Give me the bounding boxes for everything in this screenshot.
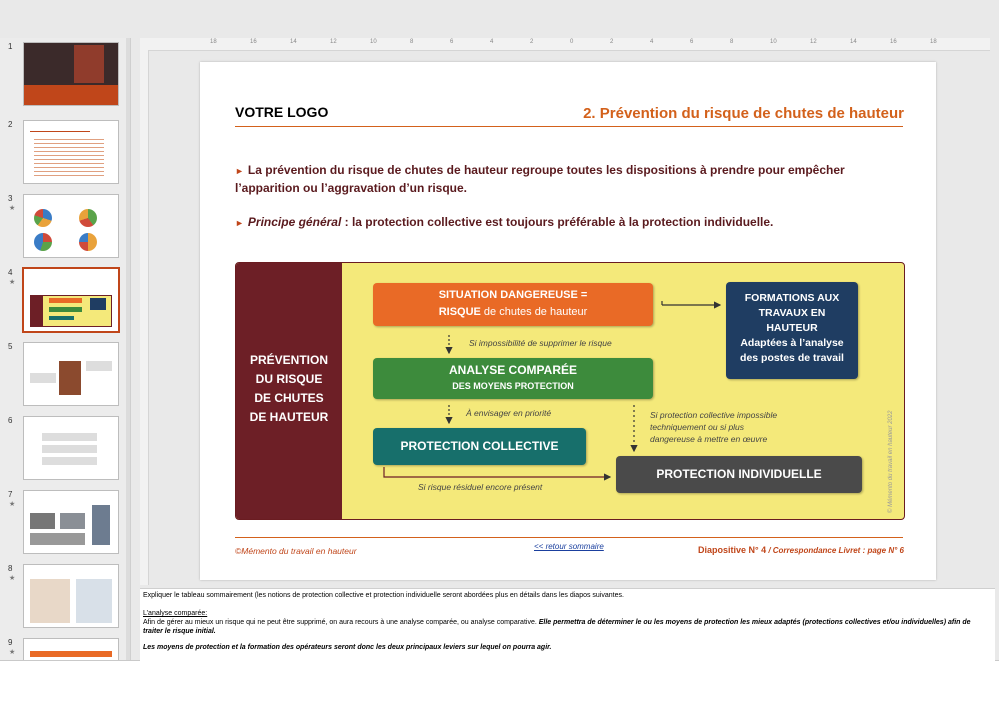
thumbnail-photo bbox=[30, 579, 70, 623]
thumbnail-banner bbox=[24, 85, 118, 105]
thumbnail-photo bbox=[76, 579, 112, 623]
thumbnail-row-1[interactable] bbox=[0, 38, 130, 108]
slide-thumbnail-8[interactable] bbox=[23, 564, 119, 628]
thumbnail-number: 4 bbox=[8, 268, 13, 277]
bullet-1 bbox=[235, 162, 910, 197]
slide-canvas[interactable] bbox=[200, 62, 936, 580]
thumbnail-line bbox=[30, 131, 90, 132]
situation-line-1: SITUATION DANGEREUSE = bbox=[438, 289, 588, 301]
left-title-line: DE CHUTES bbox=[254, 391, 324, 405]
ruler-mark: 10 bbox=[770, 39, 777, 45]
formations-line: HAUTEUR bbox=[766, 322, 818, 334]
thumbnail-list bbox=[34, 136, 104, 176]
ruler-mark: 0 bbox=[570, 39, 574, 45]
slide-thumbnail-9[interactable] bbox=[23, 638, 119, 660]
footer-line bbox=[235, 537, 903, 538]
left-title-line: PRÉVENTION bbox=[249, 353, 328, 367]
slide-thumbnail-2[interactable] bbox=[23, 120, 119, 184]
left-title-line: DE HAUTEUR bbox=[249, 410, 329, 424]
slide-title: 2. Prévention du risque de chutes de hauteur bbox=[583, 105, 904, 122]
ruler-mark: 4 bbox=[490, 39, 494, 45]
thumbnail-number: 2 bbox=[8, 120, 13, 129]
thumbnail-number: 8 bbox=[8, 564, 13, 573]
star-icon: ★ bbox=[9, 205, 16, 212]
footer-credit: ©Mémento du travail en hauteur bbox=[235, 546, 357, 556]
thumbnail-number: 7 bbox=[8, 490, 13, 499]
ruler-mark: 14 bbox=[850, 39, 857, 45]
box-protection-collective: PROTECTION COLLECTIVE bbox=[373, 428, 586, 465]
thumbnail-text-box bbox=[42, 445, 97, 453]
ruler-mark: 18 bbox=[210, 39, 217, 45]
bullet-2 bbox=[235, 214, 773, 232]
thumbnail-pie-chart bbox=[34, 209, 52, 227]
box-protection-individuelle: PROTECTION INDIVIDUELLE bbox=[616, 456, 862, 493]
bullet-arrow-icon: ► bbox=[235, 166, 244, 176]
thumbnail-photo bbox=[30, 513, 55, 529]
situation-line-2 bbox=[373, 304, 653, 321]
thumbnail-photo bbox=[59, 361, 81, 395]
note-si-protection bbox=[650, 409, 806, 445]
thumbnail-box bbox=[90, 298, 106, 310]
note-line: dangereuse à mettre en œuvre bbox=[650, 434, 768, 444]
ruler-mark: 2 bbox=[530, 39, 534, 45]
prevention-diagram bbox=[235, 262, 905, 520]
notes-heading: L’analyse comparée: bbox=[143, 610, 208, 617]
thumbnail-box bbox=[49, 316, 74, 320]
notes-line-3: Les moyens de protection et la formation des opérateurs seront donc les deux principaux leviers sur lequel on pourra agir. bbox=[143, 644, 552, 651]
thumbnail-pie-chart bbox=[79, 209, 97, 227]
star-icon: ★ bbox=[9, 279, 16, 286]
thumbnail-text-box bbox=[42, 433, 97, 441]
bullet-2-text: : la protection collective est toujours préférable à la protection individuelle. bbox=[341, 215, 774, 229]
slide-thumbnail-1[interactable] bbox=[23, 42, 119, 106]
speaker-notes-pane[interactable] bbox=[140, 588, 995, 661]
thumbnail-photo bbox=[92, 505, 110, 545]
thumbnail-number: 6 bbox=[8, 416, 13, 425]
thumbnail-row-4[interactable] bbox=[0, 264, 130, 334]
slide-number: Diapositive N° 4 bbox=[697, 545, 767, 555]
thumbnail-pie-chart bbox=[79, 233, 97, 251]
note-line: Si protection collective impossible bbox=[650, 410, 778, 420]
thumbnail-photo-figure bbox=[74, 45, 104, 83]
slide-thumbnail-5[interactable] bbox=[23, 342, 119, 406]
ruler-mark: 2 bbox=[610, 39, 614, 45]
bullet-arrow-icon: ► bbox=[235, 218, 244, 228]
thumbnail-text-box bbox=[30, 373, 56, 383]
situation-rest: de chutes de hauteur bbox=[480, 306, 588, 318]
formations-line: TRAVAUX EN bbox=[758, 307, 826, 319]
formations-line: des postes de travail bbox=[740, 352, 844, 364]
thumbnail-number: 1 bbox=[8, 42, 13, 51]
vertical-ruler bbox=[140, 50, 149, 585]
note-priorite: À envisager en priorité bbox=[466, 408, 552, 418]
thumbnail-photo bbox=[60, 513, 85, 529]
star-icon: ★ bbox=[9, 501, 16, 508]
thumbnail-row-6[interactable] bbox=[0, 412, 130, 482]
thumbnail-photo bbox=[30, 533, 85, 545]
star-icon: ★ bbox=[9, 575, 16, 582]
notes-line-2-bold: Elle permettra de déterminer le ou les moyens de protection les mieux adaptés (protections collectives et/ou individuelles) afin de traiter le risque initial. bbox=[143, 619, 971, 635]
thumbnail-row-3[interactable] bbox=[0, 190, 130, 260]
formations-line: FORMATIONS AUX bbox=[744, 292, 840, 304]
ruler-mark: 16 bbox=[890, 39, 897, 45]
thumbnail-scrollbar[interactable] bbox=[126, 38, 130, 660]
copyright-text: © Mémento du travail en hauteur 2022 bbox=[888, 410, 894, 513]
notes-line-2 bbox=[143, 618, 988, 636]
note-residuel: Si risque résiduel encore présent bbox=[418, 482, 543, 492]
thumbnail-row-7[interactable] bbox=[0, 486, 130, 556]
slide-thumbnail-3[interactable] bbox=[23, 194, 119, 258]
slide-thumbnail-4-selected[interactable] bbox=[22, 267, 120, 333]
ruler-mark: 4 bbox=[650, 39, 654, 45]
ruler-mark: 16 bbox=[250, 39, 257, 45]
title-underline bbox=[235, 126, 903, 127]
ruler-mark: 12 bbox=[810, 39, 817, 45]
livret-page: / Correspondance Livret : page N° 6 bbox=[766, 546, 904, 555]
thumbnail-row-9[interactable] bbox=[0, 634, 130, 660]
bullet-2-emphasis: Principe général bbox=[247, 215, 342, 229]
star-icon: ★ bbox=[9, 649, 16, 656]
slide-logo: VOTRE LOGO bbox=[235, 104, 329, 120]
ruler-mark: 8 bbox=[410, 39, 414, 45]
notes-line-1: Expliquer le tableau sommairement (les notions de protection collective et protection individuelle seront abordées plus en détails dans les diapos suivantes. bbox=[143, 592, 624, 599]
thumbnail-pie-chart bbox=[34, 233, 52, 251]
ruler-mark: 6 bbox=[450, 39, 454, 45]
slide-thumbnail-panel[interactable] bbox=[0, 38, 131, 660]
note-line: techniquement ou si plus bbox=[650, 422, 745, 432]
thumbnail-text-box bbox=[86, 361, 112, 371]
arrow-residuel bbox=[384, 467, 610, 477]
thumbnail-box bbox=[49, 298, 82, 303]
thumbnail-number: 3 bbox=[8, 194, 13, 203]
slide-thumbnail-7[interactable] bbox=[23, 490, 119, 554]
ruler-mark: 10 bbox=[370, 39, 377, 45]
box-analyse-comparee bbox=[373, 358, 653, 399]
thumbnail-row-2[interactable] bbox=[0, 116, 130, 186]
situation-risque: RISQUE bbox=[438, 306, 481, 318]
horizontal-ruler bbox=[140, 38, 990, 51]
slide-thumbnail-6[interactable] bbox=[23, 416, 119, 480]
notes-line-2-normal: Afin de gérer au mieux un risque qui ne peut être supprimé, on aura recours à une analyse comparée, ou analyse comparative. bbox=[143, 619, 539, 626]
copyright-vertical bbox=[886, 283, 898, 513]
thumbnail-text-box bbox=[42, 457, 97, 465]
thumbnail-number: 9 bbox=[8, 638, 13, 647]
ruler-mark: 18 bbox=[930, 39, 937, 45]
thumbnail-row-8[interactable] bbox=[0, 560, 130, 630]
ruler-mark: 8 bbox=[730, 39, 734, 45]
analyse-line-1: ANALYSE COMPARÉE bbox=[448, 363, 578, 377]
box-situation-dangereuse bbox=[373, 283, 653, 326]
thumbnail-box bbox=[49, 307, 82, 312]
thumbnail-row-5[interactable] bbox=[0, 338, 130, 408]
footer-slide-number bbox=[698, 545, 904, 555]
bullet-1-text: La prévention du risque de chutes de hauteur regroupe toutes les dispositions à prendre pour empêcher l’apparition ou l’aggravation d’un risque. bbox=[235, 163, 845, 195]
analyse-line-2: DES MOYENS PROTECTION bbox=[452, 381, 574, 391]
box-formations bbox=[726, 282, 858, 379]
retour-sommaire-link[interactable]: << retour sommaire bbox=[534, 542, 604, 551]
left-title-line: DU RISQUE bbox=[255, 372, 323, 386]
formations-line: Adaptées à l’analyse bbox=[740, 337, 844, 349]
thumbnail-number: 5 bbox=[8, 342, 13, 351]
thumbnail-banner bbox=[30, 651, 112, 657]
note-impossibilite: Si impossibilité de supprimer le risque bbox=[469, 338, 612, 348]
ruler-mark: 6 bbox=[690, 39, 694, 45]
ruler-mark: 12 bbox=[330, 39, 337, 45]
thumbnail-diagram-left bbox=[30, 295, 43, 326]
ruler-mark: 14 bbox=[290, 39, 297, 45]
